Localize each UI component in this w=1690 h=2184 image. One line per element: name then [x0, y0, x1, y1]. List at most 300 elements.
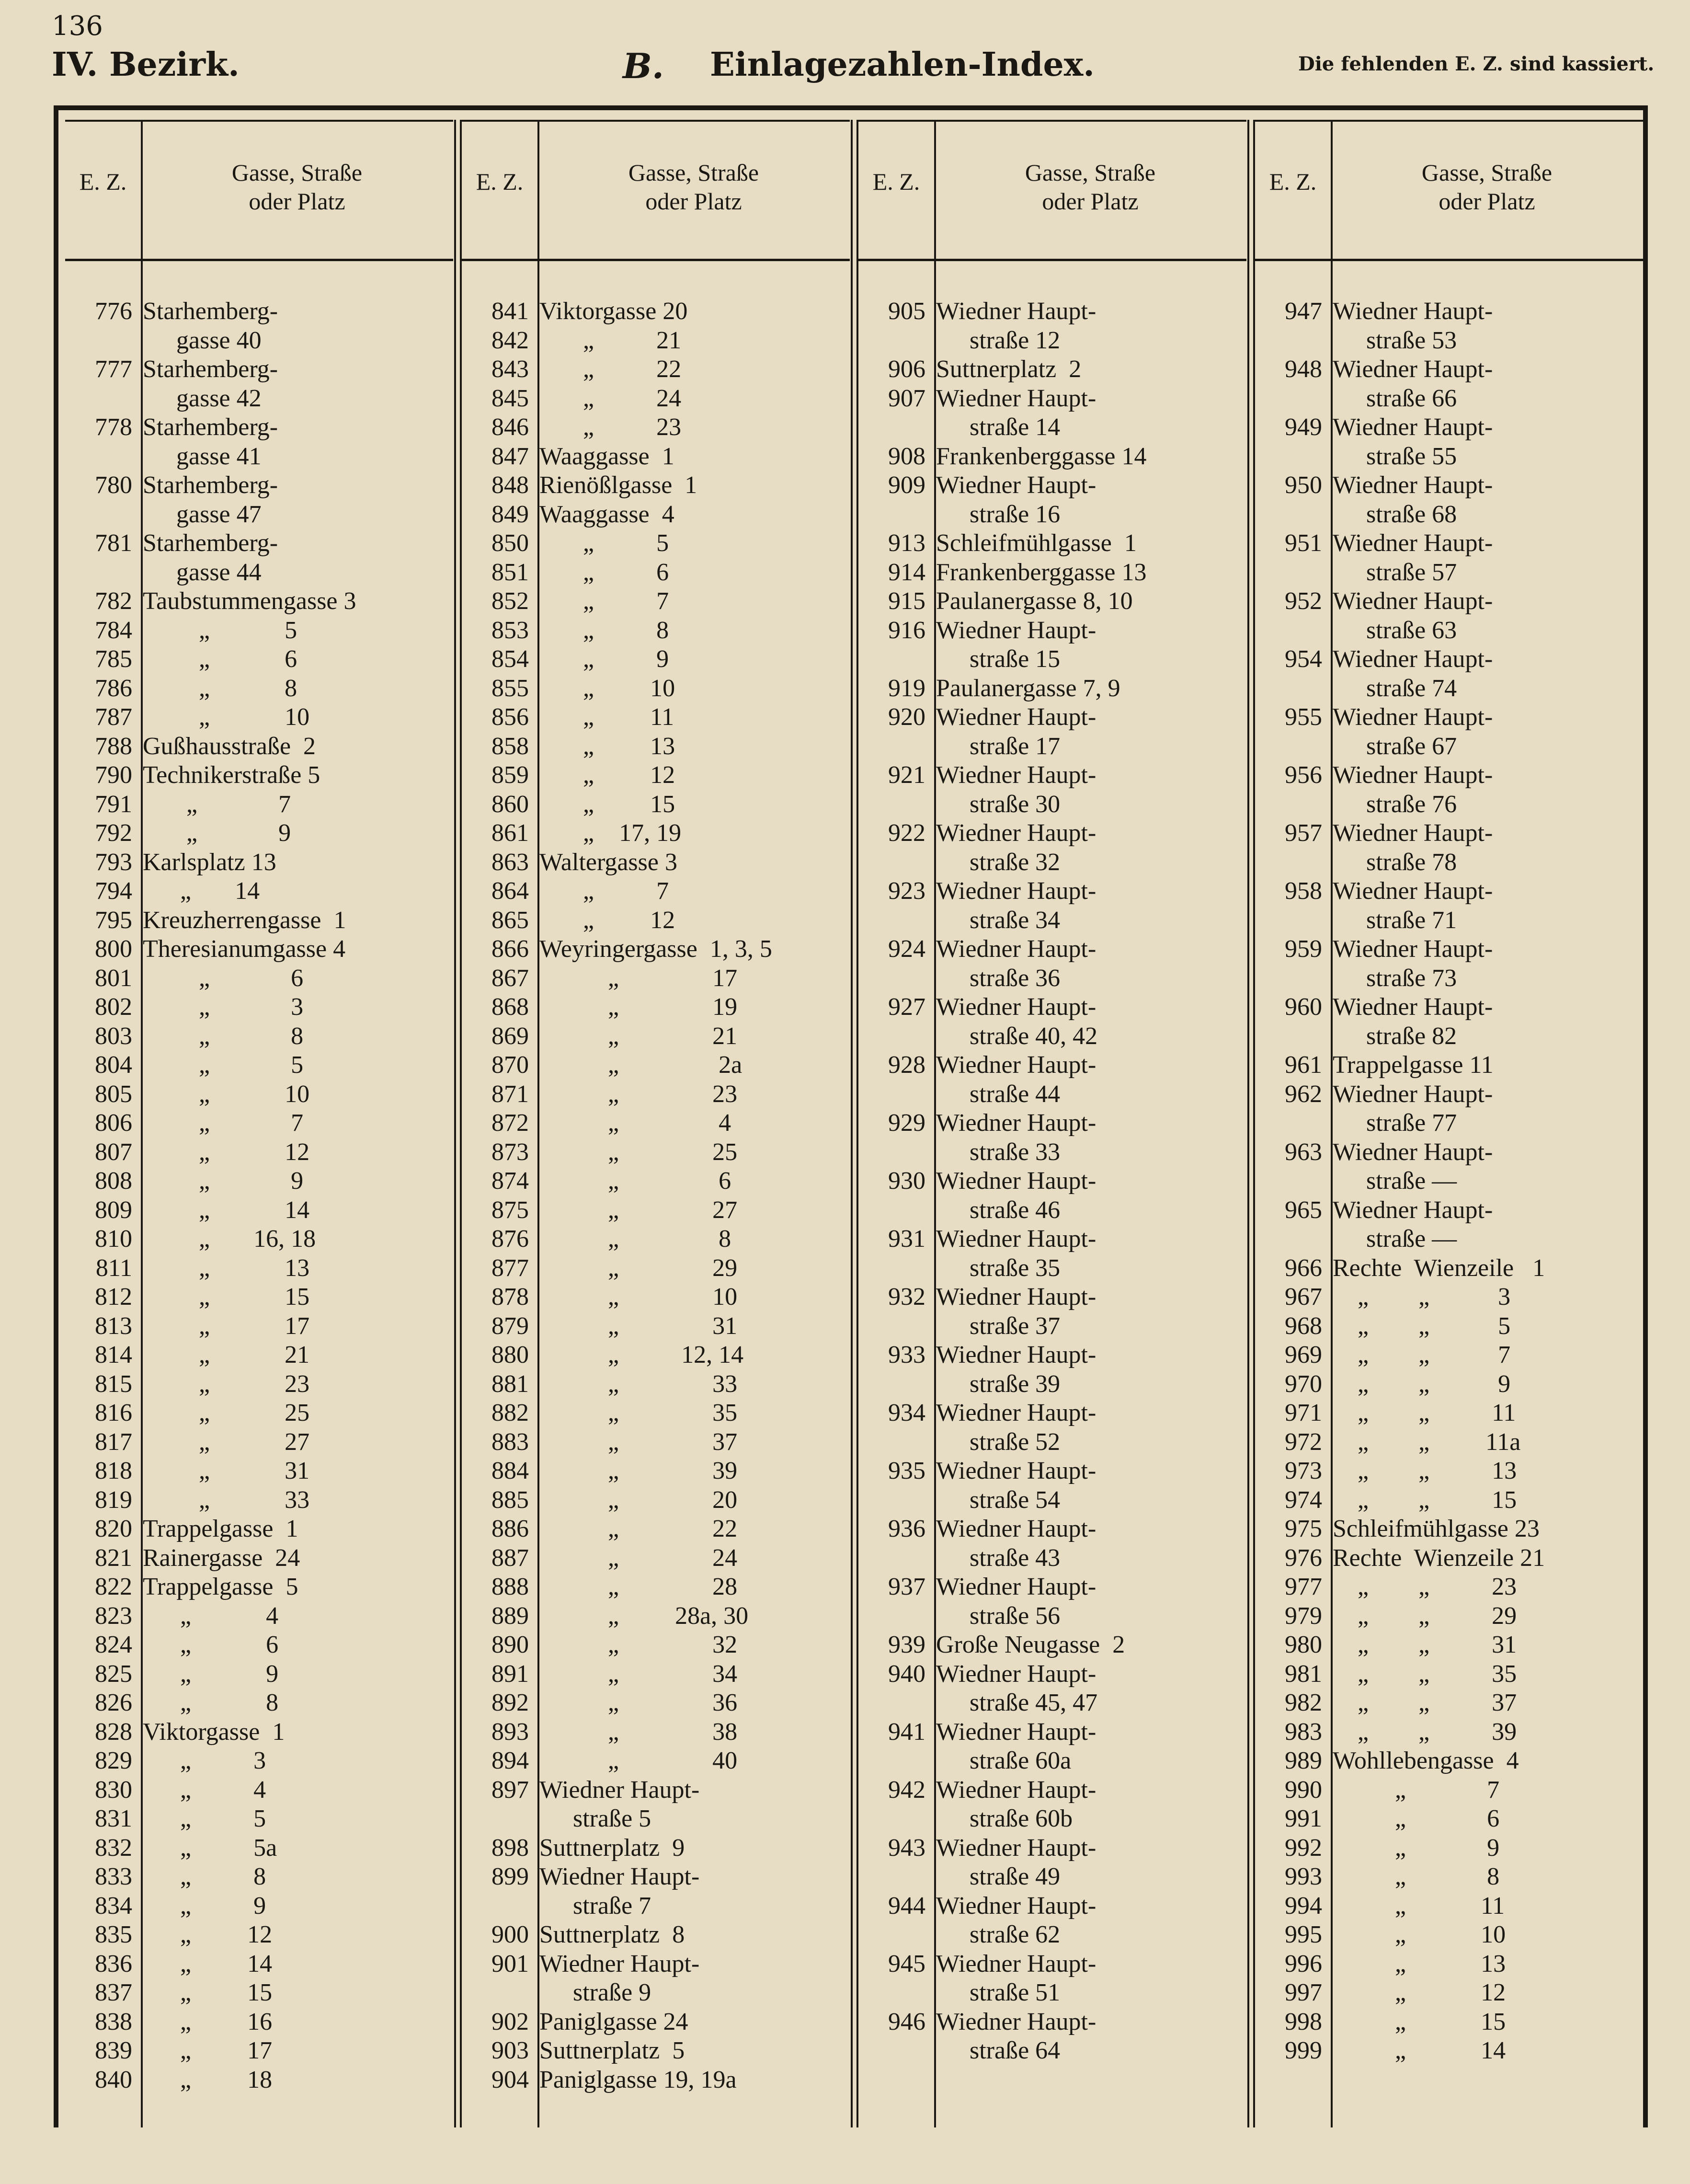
- street-line: „ 29: [539, 1254, 738, 1282]
- ez-number: 786: [95, 674, 132, 702]
- ez-number: 952: [1285, 587, 1322, 615]
- street-line: „ 5a: [143, 1834, 277, 1862]
- street-line: „ 21: [539, 326, 682, 354]
- ez-number: 949: [1285, 414, 1322, 441]
- table-row: [65, 297, 453, 355]
- street-name: [132, 1805, 453, 1834]
- table-row: [462, 1196, 850, 1225]
- street-line-continuation: straße 34: [970, 906, 1061, 934]
- street-name: [925, 1631, 1246, 1660]
- table-row: [462, 529, 850, 558]
- street-name: [1322, 355, 1643, 413]
- street-name: [529, 1341, 850, 1370]
- street-name: [132, 674, 453, 703]
- ez-number: 777: [95, 356, 132, 383]
- street-line: „ 12: [1333, 1979, 1506, 2006]
- street-name: [132, 790, 453, 819]
- table-row: [462, 442, 850, 471]
- ez-number: 900: [491, 1921, 529, 1948]
- street-name: [132, 1602, 453, 1631]
- ez-number: 890: [491, 1631, 529, 1658]
- table-row: [65, 587, 453, 616]
- ez-number: 854: [491, 645, 529, 673]
- street-name: [529, 674, 850, 703]
- ez-number: 951: [1285, 529, 1322, 557]
- table-row: [65, 645, 453, 674]
- table-row: [462, 732, 850, 761]
- street-line: Wiedner Haupt-: [1333, 761, 1493, 789]
- table-row: [65, 616, 453, 645]
- table-row: [858, 1225, 1246, 1283]
- ez-number: 809: [95, 1196, 132, 1224]
- table-row: [462, 1138, 850, 1167]
- street-line: „ 16, 18: [143, 1225, 316, 1253]
- ez-number: 975: [1285, 1515, 1322, 1542]
- table-row: [462, 906, 850, 935]
- ez-number: 907: [888, 384, 925, 412]
- street-line-continuation: straße 64: [970, 2037, 1061, 2064]
- table-row: [462, 1254, 850, 1283]
- street-name: [132, 471, 453, 529]
- street-name: [1322, 1950, 1643, 1979]
- street-line: „ 15: [1333, 2008, 1506, 2035]
- ez-number: 922: [888, 819, 925, 847]
- street-line: „ 5: [539, 529, 669, 557]
- street-line-continuation: straße 46: [970, 1196, 1061, 1224]
- index-column-4: [1255, 120, 1643, 2127]
- column-divider: [851, 120, 853, 2127]
- ez-number: 816: [95, 1399, 132, 1426]
- street-line: Viktorgasse 1: [143, 1718, 285, 1746]
- table-row: [462, 355, 850, 384]
- table-row: [65, 2066, 453, 2095]
- table-row: [1255, 993, 1643, 1051]
- table-row: [65, 1805, 453, 1834]
- street-line: Wiedner Haupt-: [936, 761, 1096, 789]
- street-line: Wiedner Haupt-: [936, 1225, 1096, 1253]
- table-row: [1255, 703, 1643, 761]
- street-line: „ 8: [143, 1689, 279, 1716]
- street-name: [529, 2008, 850, 2037]
- ez-number: 853: [491, 616, 529, 644]
- street-line: „ 9: [143, 1892, 266, 1920]
- street-name: [1322, 1254, 1643, 1283]
- street-line: Wiedner Haupt-: [1333, 529, 1493, 557]
- ez-number: 802: [95, 993, 132, 1021]
- ez-number: 982: [1285, 1689, 1322, 1716]
- table-row: [65, 1399, 453, 1428]
- street-name: [529, 819, 850, 848]
- street-line: „ 14: [143, 1196, 310, 1224]
- street-line: Frankenberggasse 13: [936, 558, 1147, 586]
- ez-number: 842: [491, 326, 529, 354]
- street-line: „ 8: [143, 674, 297, 702]
- table-row: [1255, 1080, 1643, 1138]
- street-name: [1322, 1631, 1643, 1660]
- table-row: [65, 2008, 453, 2037]
- street-name: [529, 471, 850, 500]
- table-row: [462, 790, 850, 819]
- street-name: [529, 1776, 850, 1834]
- street-line: Wiedner Haupt-: [936, 1515, 1096, 1542]
- street-line-continuation: straße 49: [970, 1863, 1061, 1890]
- table-row: [858, 1515, 1246, 1573]
- table-row: [1255, 1631, 1643, 1660]
- street-name: [529, 1312, 850, 1341]
- street-name: [132, 1978, 453, 2008]
- ez-number: 966: [1285, 1254, 1322, 1282]
- street-line: Wiedner Haupt-: [936, 471, 1096, 499]
- table-row: [65, 877, 453, 906]
- street-line-continuation: straße 45, 47: [970, 1689, 1098, 1716]
- street-line: „ 36: [539, 1689, 738, 1716]
- street-name: [529, 790, 850, 819]
- street-line: „ 13: [1333, 1950, 1506, 1977]
- ez-number: 972: [1285, 1428, 1322, 1456]
- street-line-continuation: gasse 44: [176, 558, 262, 586]
- table-row: [462, 1515, 850, 1544]
- table-row: [1255, 297, 1643, 355]
- ez-number: 792: [95, 819, 132, 847]
- street-line: Wiedner Haupt-: [936, 1283, 1096, 1310]
- street-name: [925, 1167, 1246, 1225]
- street-line-continuation: straße 66: [1366, 384, 1457, 412]
- table-row: [1255, 1457, 1643, 1486]
- street-line: „ 17, 19: [539, 819, 682, 847]
- ez-number: 891: [491, 1660, 529, 1688]
- street-name: [132, 848, 453, 877]
- street-name: [132, 1225, 453, 1254]
- ez-number: 930: [888, 1167, 925, 1195]
- street-name: [529, 1370, 850, 1399]
- table-row: [1255, 1892, 1643, 1921]
- ez-number: 784: [95, 616, 132, 644]
- street-name: [132, 993, 453, 1022]
- street-name: [925, 1834, 1246, 1892]
- street-line-continuation: straße 60b: [970, 1805, 1073, 1832]
- street-name: [529, 645, 850, 674]
- street-line: „ 17: [539, 964, 738, 992]
- street-name: [1322, 1747, 1643, 1776]
- street-line: „ 39: [539, 1457, 738, 1484]
- table-row: [462, 471, 850, 500]
- street-line: „ 7: [1333, 1776, 1500, 1804]
- table-row: [1255, 1776, 1643, 1805]
- ez-number: 924: [888, 935, 925, 963]
- table-row: [65, 1978, 453, 2008]
- ez-number: 824: [95, 1631, 132, 1658]
- street-line: „ „ 39: [1333, 1718, 1517, 1746]
- street-line: „ 27: [143, 1428, 310, 1456]
- street-line: Wiedner Haupt-: [936, 935, 1096, 963]
- street-name: [925, 1341, 1246, 1399]
- street-line: Taubstummengasse 3: [143, 587, 356, 615]
- ez-number: 991: [1285, 1805, 1322, 1832]
- ez-number: 934: [888, 1399, 925, 1426]
- table-row: [858, 442, 1246, 471]
- street-line-continuation: straße 14: [970, 414, 1061, 441]
- ez-number: 927: [888, 993, 925, 1021]
- table-row: [858, 1167, 1246, 1225]
- table-row: [462, 1051, 850, 1080]
- table-row: [462, 935, 850, 964]
- street-name: [925, 819, 1246, 877]
- street-name: [132, 1689, 453, 1718]
- street-name: [1322, 935, 1643, 993]
- ez-number: 969: [1285, 1341, 1322, 1368]
- street-line: „ 5: [143, 1805, 266, 1832]
- ez-number: 785: [95, 645, 132, 673]
- ez-number: 979: [1285, 1602, 1322, 1630]
- ez-header: E. Z.: [1269, 168, 1317, 195]
- ez-number: 849: [491, 500, 529, 528]
- index-column-3: [858, 120, 1246, 2127]
- table-row: [65, 674, 453, 703]
- street-line: Wiedner Haupt-: [539, 1950, 700, 1977]
- street-line-continuation: straße 39: [970, 1370, 1061, 1398]
- table-row: [462, 1370, 850, 1399]
- street-line: „ 33: [143, 1486, 310, 1514]
- street-line: „ 7: [143, 790, 291, 818]
- street-line: „ 3: [143, 1747, 266, 1774]
- street-name: [132, 703, 453, 732]
- street-line: „ 6: [1333, 1805, 1500, 1832]
- street-line-continuation: straße 43: [970, 1544, 1061, 1572]
- street-name: [529, 1022, 850, 1051]
- street-name: [132, 1167, 453, 1196]
- ez-number: 875: [491, 1196, 529, 1224]
- street-line: „ 3: [143, 993, 304, 1021]
- ez-number: 794: [95, 877, 132, 905]
- table-row: [858, 877, 1246, 935]
- table-row: [65, 1660, 453, 1689]
- street-name: [925, 616, 1246, 674]
- street-name: [529, 993, 850, 1022]
- table-row: [1255, 1862, 1643, 1892]
- street-line-continuation: straße 53: [1366, 326, 1457, 354]
- street-line: Wiedner Haupt-: [1333, 935, 1493, 963]
- street-line-continuation: straße 36: [970, 964, 1061, 992]
- street-name: [1322, 1196, 1643, 1254]
- street-line: Suttnerplatz 9: [539, 1834, 685, 1862]
- street-name: [529, 1225, 850, 1254]
- table-row: [65, 1283, 453, 1312]
- ez-number: 871: [491, 1080, 529, 1108]
- ez-number: 901: [491, 1950, 529, 1977]
- rows-container: [462, 297, 850, 2094]
- street-name: [529, 587, 850, 616]
- street-name: [529, 297, 850, 326]
- street-line: Wiedner Haupt-: [936, 1167, 1096, 1195]
- street-name: [529, 1573, 850, 1602]
- ez-number: 989: [1285, 1747, 1322, 1774]
- street-name: [132, 1138, 453, 1167]
- street-line: „ 12: [539, 761, 675, 789]
- street-line: „ „ 11a: [1333, 1428, 1521, 1456]
- street-name: [925, 384, 1246, 442]
- street-line: „ 9: [1333, 1834, 1500, 1862]
- table-row: [65, 1862, 453, 1892]
- street-name: [529, 1862, 850, 1920]
- street-name: [529, 413, 850, 442]
- table-row: [65, 529, 453, 587]
- table-row: [1255, 761, 1643, 819]
- street-line: „ 17: [143, 1312, 310, 1340]
- ez-number: 882: [491, 1399, 529, 1426]
- ez-number: 866: [491, 935, 529, 963]
- ez-number: 810: [95, 1225, 132, 1253]
- street-name: [925, 442, 1246, 471]
- street-name: [529, 1747, 850, 1776]
- street-name: [132, 1080, 453, 1109]
- table-row: [858, 935, 1246, 993]
- ez-number: 935: [888, 1457, 925, 1484]
- street-line: „ 19: [539, 993, 738, 1021]
- street-name: [529, 1515, 850, 1544]
- table-row: [462, 326, 850, 356]
- street-name: [1322, 1457, 1643, 1486]
- table-row: [462, 674, 850, 703]
- ez-number: 815: [95, 1370, 132, 1398]
- ez-number: 823: [95, 1602, 132, 1630]
- ez-header: E. Z.: [79, 168, 127, 195]
- street-line: Suttnerplatz 2: [936, 356, 1082, 383]
- table-row: [65, 1834, 453, 1863]
- ez-number: 822: [95, 1573, 132, 1600]
- street-line: Wiedner Haupt-: [1333, 1196, 1493, 1224]
- street-name: [1322, 1138, 1643, 1196]
- street-line: Viktorgasse 20: [539, 298, 688, 325]
- street-line: „ 25: [143, 1399, 310, 1426]
- ez-number: 913: [888, 529, 925, 557]
- street-name: [925, 1283, 1246, 1341]
- street-line: „ 6: [143, 964, 304, 992]
- street-line: „ 14: [143, 1950, 273, 1977]
- table-row: [1255, 1834, 1643, 1863]
- table-row: [462, 1602, 850, 1631]
- table-row: [65, 1515, 453, 1544]
- ez-number: 880: [491, 1341, 529, 1368]
- street-line: Gußhausstraße 2: [143, 732, 316, 760]
- street-name: [1322, 1805, 1643, 1834]
- ez-number: 956: [1285, 761, 1322, 789]
- street-line-continuation: straße 62: [970, 1921, 1061, 1948]
- street-line: Wiedner Haupt-: [936, 1341, 1096, 1368]
- street-name: [132, 645, 453, 674]
- ez-number: 832: [95, 1834, 132, 1862]
- street-line: Frankenberggasse 14: [936, 442, 1147, 470]
- ez-number: 787: [95, 703, 132, 731]
- ez-number: 915: [888, 587, 925, 615]
- street-name: [132, 1747, 453, 1776]
- ez-number: 948: [1285, 356, 1322, 383]
- street-name: [925, 674, 1246, 703]
- ez-number: 960: [1285, 993, 1322, 1021]
- street-line: „ 4: [143, 1602, 279, 1630]
- ez-number: 908: [888, 442, 925, 470]
- street-line: „ 6: [143, 645, 297, 673]
- table-row: [65, 355, 453, 413]
- street-line: „ 22: [539, 356, 682, 383]
- street-header: Gasse, Straße oder Platz: [1025, 159, 1156, 215]
- street-name: [925, 1051, 1246, 1109]
- table-row: [462, 2036, 850, 2066]
- street-name: [1322, 1515, 1643, 1544]
- ez-number: 878: [491, 1283, 529, 1310]
- street-name: [1322, 2008, 1643, 2037]
- street-name: [132, 1196, 453, 1225]
- ez-number: 889: [491, 1602, 529, 1630]
- table-row: [462, 500, 850, 529]
- table-row: [462, 877, 850, 906]
- street-line: „ 18: [143, 2066, 273, 2093]
- table-row: [462, 1167, 850, 1196]
- ez-number: 967: [1285, 1283, 1322, 1310]
- street-name: [925, 1457, 1246, 1515]
- street-line: Weyringergasse 1, 3, 5: [539, 935, 772, 963]
- street-line: „ 35: [539, 1399, 738, 1426]
- street-name: [925, 761, 1246, 819]
- ez-number: 838: [95, 2008, 132, 2035]
- street-line-continuation: gasse 42: [176, 384, 262, 412]
- table-row: [858, 1950, 1246, 2008]
- street-name: [1322, 413, 1643, 471]
- table-row: [65, 1428, 453, 1457]
- ez-number: 944: [888, 1892, 925, 1920]
- street-name: [132, 2008, 453, 2037]
- street-name: [132, 1022, 453, 1051]
- ez-number: 887: [491, 1544, 529, 1572]
- street-name: [1322, 1862, 1643, 1892]
- ez-number: 998: [1285, 2008, 1322, 2035]
- ez-number: 904: [491, 2066, 529, 2093]
- street-name: [529, 1283, 850, 1312]
- street-line: Suttnerplatz 5: [539, 2037, 685, 2064]
- rows-container: [65, 297, 453, 2094]
- street-name: [1322, 1892, 1643, 1921]
- table-row: [1255, 877, 1643, 935]
- ez-number: 846: [491, 414, 529, 441]
- street-name: [1322, 1080, 1643, 1138]
- street-header: Gasse, Straße oder Platz: [231, 159, 363, 215]
- ez-number: 946: [888, 2008, 925, 2035]
- ez-number: 888: [491, 1573, 529, 1600]
- street-line: „ 13: [539, 732, 675, 760]
- street-name: [1322, 819, 1643, 877]
- street-name: [1322, 1718, 1643, 1747]
- street-name: [132, 819, 453, 848]
- street-line: „ 9: [143, 819, 291, 847]
- street-name: [925, 703, 1246, 761]
- street-line: Paulanergasse 8, 10: [936, 587, 1133, 615]
- street-line-continuation: straße 56: [970, 1602, 1061, 1630]
- street-name: [529, 326, 850, 356]
- table-row: [65, 1544, 453, 1573]
- column-divider: [454, 120, 456, 2127]
- street-line: Wiedner Haupt-: [936, 298, 1096, 325]
- index-column-2: [462, 120, 850, 2127]
- table-row: [65, 1022, 453, 1051]
- street-line: „ „ 29: [1333, 1602, 1517, 1630]
- street-name: [132, 1920, 453, 1950]
- ez-number: 893: [491, 1718, 529, 1746]
- street-line: Wiedner Haupt-: [936, 1109, 1096, 1137]
- table-row: [65, 1920, 453, 1950]
- ez-number: 819: [95, 1486, 132, 1514]
- ez-number: 990: [1285, 1776, 1322, 1804]
- street-line-continuation: straße 78: [1366, 848, 1457, 876]
- ez-number: 803: [95, 1022, 132, 1050]
